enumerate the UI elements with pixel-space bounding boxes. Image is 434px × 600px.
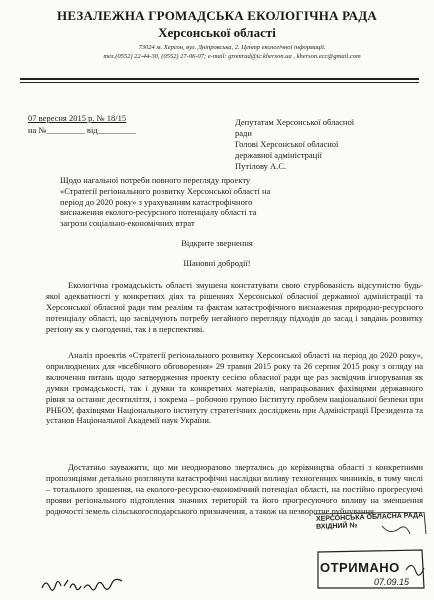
handwritten-date-signature (40, 572, 130, 596)
body-paragraph: Достатньо зауважити, що ми неодноразово звертались до керівництва області з конкретними пропозиціями детально розглянути катастрофічні наслідки впливу техногенних чинників, в тому числі – тотального зрошення, на еколого-ресурсно-економічний потенціал області, на постійно прогресуючі прояви регіонального підтоплення значних територій та його прогресуючого впливу на зменшення родючості земель сільськогосподарського призначення, а також на незворотне руйнування (46, 462, 423, 516)
reply-to-reference: на №_________ від_________ (28, 125, 136, 135)
recipient-line: Депутатам Херсонської обласної (235, 117, 355, 127)
stamp-date: 07.09.15 (374, 577, 410, 587)
recipient-line: ради (235, 128, 252, 138)
org-name: НЕЗАЛЕЖНА ГРОМАДСЬКА ЕКОЛОГІЧНА РАДА (57, 8, 377, 23)
body-paragraph: Екологічна громадськість області змушена констатувати свою стурбованість відсутністю будь-якої адекватності у конкретних діях та рішеннях Херсонської обласної державної адміністрації та Херсонської обласної ради тим реаліям та фактам катастрофічного виснаження природно-ресурсного потенціалу області, що засвідчують потребу негайного перегляду підходів до засад і завдань розвитку регіону як у сьогоденні, так і в перспективі. (46, 280, 423, 334)
stamp-received-text: ОТРИМАНО (320, 560, 400, 575)
header-rule (20, 78, 419, 80)
address-line: 73024 м. Херсон, вул. Дніпровська, 2. Центр екологічної інформації. (138, 44, 326, 51)
recipient-line: Голові Херсонської обласної (235, 139, 339, 149)
contacts-line: тел.(0552) 22-44-30, (0552) 27-06-07; e-mail: gromrad@ic.kherson.ua , kherson.ecc@gmail.com (103, 53, 361, 60)
recipient-block (235, 117, 425, 172)
open-appeal-heading: Відкрите звернення (181, 238, 253, 248)
stamp-org-text: ХЕРСОНСЬКА ОБЛАСНА РАДА (315, 512, 424, 523)
stamp-incoming-text: ВХІДНИЙ № (315, 522, 358, 531)
org-region: Херсонської області (158, 25, 276, 40)
letterhead-address (40, 43, 424, 61)
signature-icon (40, 572, 130, 596)
received-stamp (312, 512, 428, 590)
subject-block: Щодо нагальної потреби повного перегляду проекту «Стратегії регіонального розвитку Херсонської області на період до 2020 року» з урахуванням катастрофічного виснаження еколого-ресурсного потенціалу області та загрози соціально-економічних втрат (60, 175, 271, 229)
body-paragraph: Аналіз проектів «Стратегії регіонального розвитку Херсонської області на період до 2020 року», оприлюднених для «всебічного обговорення» 29 травня 2015 року та 26 серпня 2015 року з огляду на включення питань щодо затвердження проекту сесією обласної ради ще раз засвідчив ігнорування як думки громадськості, так і думки та конкретних матеріалів, напрацьованих фахівцями державного рівня за останнє десятиліття, і зокрема – робочою групою Інституту проблем національної безпеки при РНБОУ, фахівцями Національного інституту стратегічних досліджень при Адміністрації Президента та установ Національної Академії наук України. (46, 350, 423, 426)
recipient-line: державної адміністрації (235, 150, 322, 160)
recipient-line: Путілову А.С. (235, 161, 287, 171)
outgoing-date-number: 07 вересня 2015 р. № 18/15 (28, 113, 127, 123)
header-rule-thin (20, 82, 419, 83)
salutation: Шановні добродії! (183, 258, 251, 268)
